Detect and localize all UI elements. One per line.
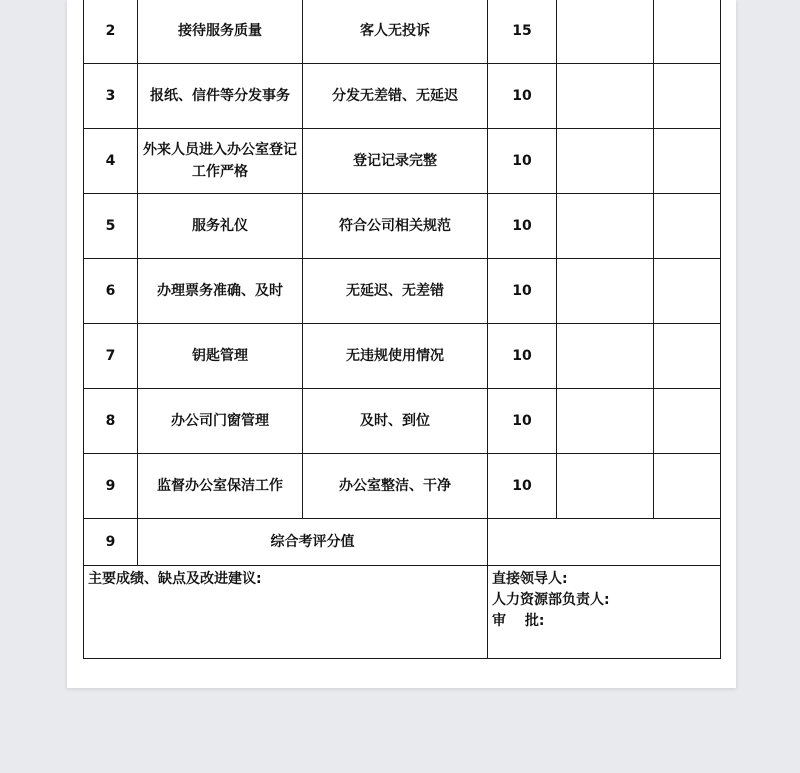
table-row	[84, 389, 721, 454]
table-row	[84, 259, 721, 324]
weight-score: 10	[488, 64, 557, 129]
direct-leader-label: 直接领导人:	[492, 571, 568, 587]
evaluation-table	[83, 0, 721, 659]
table-row	[84, 324, 721, 389]
assessment-standard: 分发无差错、无延迟	[303, 64, 488, 129]
score-cell-empty[interactable]	[557, 129, 654, 194]
score-cell-empty[interactable]	[654, 129, 721, 194]
approval-label: 审 批:	[492, 613, 545, 629]
score-cell-empty[interactable]	[654, 194, 721, 259]
row-number: 9	[84, 519, 138, 566]
row-number: 4	[84, 129, 138, 194]
table-row	[84, 194, 721, 259]
assessment-item: 监督办公室保洁工作	[138, 454, 303, 519]
score-cell-empty[interactable]	[654, 454, 721, 519]
score-cell-empty[interactable]	[654, 389, 721, 454]
assessment-item: 办公司门窗管理	[138, 389, 303, 454]
assessment-item: 外来人员进入办公室登记工作严格	[138, 129, 303, 194]
score-cell-empty[interactable]	[654, 324, 721, 389]
assessment-standard: 办公室整洁、干净	[303, 454, 488, 519]
score-cell-empty[interactable]	[557, 454, 654, 519]
score-cell-empty[interactable]	[557, 64, 654, 129]
score-cell-empty[interactable]	[654, 64, 721, 129]
assessment-standard: 符合公司相关规范	[303, 194, 488, 259]
document-page	[67, 0, 736, 688]
weight-score: 10	[488, 129, 557, 194]
table-row	[84, 129, 721, 194]
score-cell-empty[interactable]	[654, 0, 721, 64]
weight-score: 10	[488, 454, 557, 519]
hr-head-label: 人力资源部负责人:	[492, 592, 610, 608]
row-number: 9	[84, 454, 138, 519]
row-number: 6	[84, 259, 138, 324]
weight-score: 15	[488, 0, 557, 64]
table-row	[84, 64, 721, 129]
assessment-standard: 无延迟、无差错	[303, 259, 488, 324]
row-number: 3	[84, 64, 138, 129]
total-row	[84, 519, 721, 566]
score-cell-empty[interactable]	[654, 259, 721, 324]
weight-score: 10	[488, 389, 557, 454]
table-row	[84, 454, 721, 519]
score-cell-empty[interactable]	[557, 389, 654, 454]
footer-row	[84, 566, 721, 659]
assessment-item: 报纸、信件等分发事务	[138, 64, 303, 129]
total-score-label: 综合考评分值	[138, 519, 488, 566]
signature-cell[interactable]	[488, 566, 721, 659]
assessment-standard: 登记记录完整	[303, 129, 488, 194]
score-cell-empty[interactable]	[557, 259, 654, 324]
row-number: 8	[84, 389, 138, 454]
weight-score: 10	[488, 324, 557, 389]
score-cell-empty[interactable]	[557, 0, 654, 64]
weight-score: 10	[488, 194, 557, 259]
assessment-standard: 无违规使用情况	[303, 324, 488, 389]
assessment-standard: 及时、到位	[303, 389, 488, 454]
assessment-item: 钥匙管理	[138, 324, 303, 389]
assessment-item: 办理票务准确、及时	[138, 259, 303, 324]
assessment-item: 接待服务质量	[138, 0, 303, 64]
remarks-cell[interactable]	[84, 566, 488, 659]
assessment-item: 服务礼仪	[138, 194, 303, 259]
remarks-label: 主要成绩、缺点及改进建议:	[88, 571, 262, 587]
table-row	[84, 0, 721, 64]
score-cell-empty[interactable]	[557, 194, 654, 259]
weight-score: 10	[488, 259, 557, 324]
total-score-value[interactable]	[488, 519, 721, 566]
row-number: 5	[84, 194, 138, 259]
assessment-standard: 客人无投诉	[303, 0, 488, 64]
row-number: 2	[84, 0, 138, 64]
score-cell-empty[interactable]	[557, 324, 654, 389]
row-number: 7	[84, 324, 138, 389]
